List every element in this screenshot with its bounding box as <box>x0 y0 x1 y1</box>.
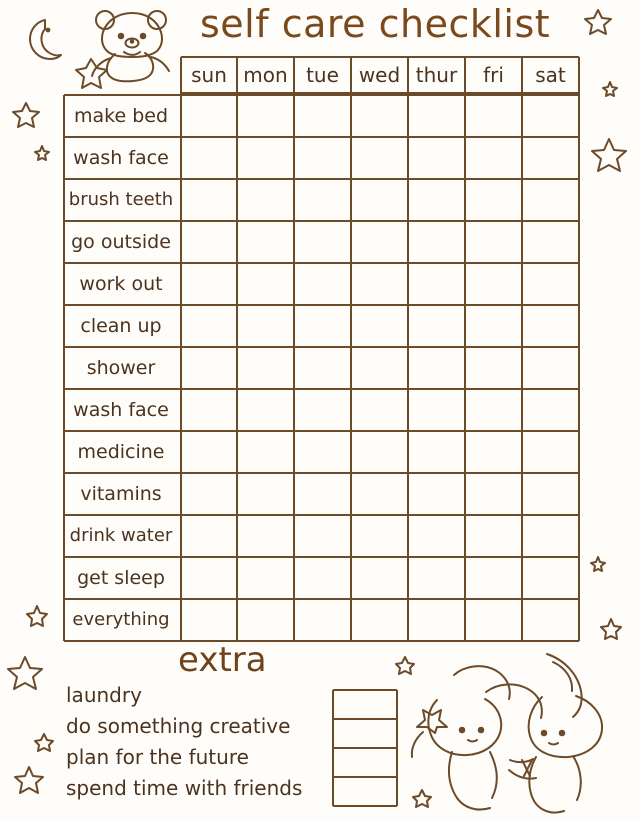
checkbox-cell[interactable] <box>353 475 406 513</box>
checkbox-cell[interactable] <box>467 265 520 303</box>
checkbox-cell[interactable] <box>183 223 235 261</box>
checkbox-cell[interactable] <box>524 433 577 471</box>
checkbox-cell[interactable] <box>353 223 406 261</box>
checkbox-cell[interactable] <box>239 139 292 177</box>
checkbox-cell[interactable] <box>467 433 520 471</box>
checkbox-cell[interactable] <box>296 391 349 429</box>
checkbox-cell[interactable] <box>353 559 406 597</box>
checkbox-cell[interactable] <box>353 181 406 219</box>
extra-checkbox-cell[interactable] <box>333 778 397 806</box>
checkbox-cell[interactable] <box>296 349 349 387</box>
task-label: brush teeth <box>68 189 174 210</box>
task-label: vitamins <box>80 483 162 505</box>
checkbox-cell[interactable] <box>296 139 349 177</box>
checkbox-cell[interactable] <box>296 517 349 555</box>
extra-title: extra <box>178 640 267 680</box>
checkbox-cell[interactable] <box>467 97 520 135</box>
checkbox-cell[interactable] <box>239 433 292 471</box>
checkbox-cell[interactable] <box>296 223 349 261</box>
checkbox-cell[interactable] <box>467 139 520 177</box>
checkbox-cell[interactable] <box>410 97 463 135</box>
task-label: make bed <box>73 105 169 127</box>
checkbox-cell[interactable] <box>353 97 406 135</box>
checkbox-cell[interactable] <box>239 517 292 555</box>
checkbox-cell[interactable] <box>183 181 235 219</box>
checkbox-cell[interactable] <box>467 475 520 513</box>
checkbox-cell[interactable] <box>239 559 292 597</box>
checkbox-cell[interactable] <box>410 433 463 471</box>
checkbox-cell[interactable] <box>239 391 292 429</box>
checkbox-cell[interactable] <box>353 139 406 177</box>
checkbox-cell[interactable] <box>183 97 235 135</box>
checkbox-cell[interactable] <box>410 265 463 303</box>
task-label: everything <box>72 609 170 630</box>
day-label: sat <box>535 63 566 87</box>
checkbox-cell[interactable] <box>467 559 520 597</box>
checkbox-cell[interactable] <box>524 517 577 555</box>
checkbox-cell[interactable] <box>524 139 577 177</box>
task-label: wash face <box>73 147 169 169</box>
checkbox-cell[interactable] <box>183 475 235 513</box>
checkbox-cell[interactable] <box>183 265 235 303</box>
checkbox-cell[interactable] <box>410 601 463 639</box>
checkbox-cell[interactable] <box>183 601 235 639</box>
day-label: fri <box>483 63 504 87</box>
task-label: medicine <box>77 441 165 463</box>
checkbox-cell[interactable] <box>524 265 577 303</box>
day-label: wed <box>358 63 401 87</box>
checkbox-cell[interactable] <box>183 433 235 471</box>
checkbox-cell[interactable] <box>183 307 235 345</box>
checkbox-cell[interactable] <box>296 433 349 471</box>
checkbox-cell[interactable] <box>410 517 463 555</box>
checkbox-cell[interactable] <box>183 559 235 597</box>
day-label: tue <box>306 63 339 87</box>
checkbox-cell[interactable] <box>296 601 349 639</box>
checkbox-cell[interactable] <box>296 307 349 345</box>
checkbox-cell[interactable] <box>524 97 577 135</box>
checkbox-cell[interactable] <box>353 307 406 345</box>
checkbox-cell[interactable] <box>410 181 463 219</box>
checkbox-cell[interactable] <box>183 349 235 387</box>
checkbox-cell[interactable] <box>410 475 463 513</box>
checkbox-cell[interactable] <box>239 265 292 303</box>
page-title: self care checklist <box>200 2 551 46</box>
checkbox-cell[interactable] <box>467 223 520 261</box>
extra-checkbox-cell[interactable] <box>333 749 397 777</box>
checkbox-cell[interactable] <box>239 475 292 513</box>
checkbox-cell[interactable] <box>467 307 520 345</box>
task-label: work out <box>79 273 163 295</box>
checkbox-cell[interactable] <box>467 517 520 555</box>
checkbox-cell[interactable] <box>296 559 349 597</box>
checkbox-cell[interactable] <box>183 517 235 555</box>
extra-item: plan for the future <box>66 745 249 769</box>
checkbox-cell[interactable] <box>239 349 292 387</box>
checkbox-cell[interactable] <box>467 349 520 387</box>
extra-item: do something creative <box>66 714 291 738</box>
checkbox-cell[interactable] <box>296 475 349 513</box>
checkbox-cell[interactable] <box>239 97 292 135</box>
checkbox-cell[interactable] <box>410 559 463 597</box>
task-label: clean up <box>80 315 162 337</box>
extra-item: laundry <box>66 683 142 707</box>
checkbox-cell[interactable] <box>524 307 577 345</box>
checkbox-cell[interactable] <box>239 601 292 639</box>
extra-checkbox-cell[interactable] <box>333 691 397 719</box>
checkbox-cell[interactable] <box>353 265 406 303</box>
day-label: thur <box>415 63 458 87</box>
checkbox-cell[interactable] <box>353 601 406 639</box>
day-label: mon <box>243 63 288 87</box>
checkbox-cell[interactable] <box>410 391 463 429</box>
checkbox-cell[interactable] <box>353 517 406 555</box>
checkbox-cell[interactable] <box>524 349 577 387</box>
checkbox-cell[interactable] <box>239 223 292 261</box>
checkbox-cell[interactable] <box>524 475 577 513</box>
task-label: drink water <box>69 525 173 546</box>
task-label: go outside <box>71 231 171 253</box>
extra-item: spend time with friends <box>66 776 303 800</box>
checkbox-cell[interactable] <box>239 307 292 345</box>
task-label: shower <box>86 357 156 379</box>
checkbox-cell[interactable] <box>353 391 406 429</box>
checkbox-cell[interactable] <box>183 139 235 177</box>
checkbox-cell[interactable] <box>353 349 406 387</box>
extra-items-list <box>66 680 336 804</box>
extra-checkbox-cell[interactable] <box>333 720 397 748</box>
day-label: sun <box>191 63 227 87</box>
checkbox-cell[interactable] <box>467 601 520 639</box>
checkbox-cell[interactable] <box>524 601 577 639</box>
checkbox-cell[interactable] <box>296 97 349 135</box>
checkbox-cell[interactable] <box>467 391 520 429</box>
checkbox-cell[interactable] <box>296 181 349 219</box>
checkbox-cell[interactable] <box>410 349 463 387</box>
checkbox-cell[interactable] <box>524 223 577 261</box>
checkbox-cell[interactable] <box>296 265 349 303</box>
checkbox-cell[interactable] <box>524 391 577 429</box>
checkbox-cell[interactable] <box>353 433 406 471</box>
checkbox-cell[interactable] <box>467 181 520 219</box>
task-label: get sleep <box>77 567 165 589</box>
checkbox-cell[interactable] <box>410 223 463 261</box>
checkbox-cell[interactable] <box>239 181 292 219</box>
task-label: wash face <box>73 399 169 421</box>
checkbox-cell[interactable] <box>524 559 577 597</box>
checkbox-cell[interactable] <box>410 307 463 345</box>
checkbox-cell[interactable] <box>410 139 463 177</box>
checkbox-cell[interactable] <box>524 181 577 219</box>
checkbox-cell[interactable] <box>183 391 235 429</box>
